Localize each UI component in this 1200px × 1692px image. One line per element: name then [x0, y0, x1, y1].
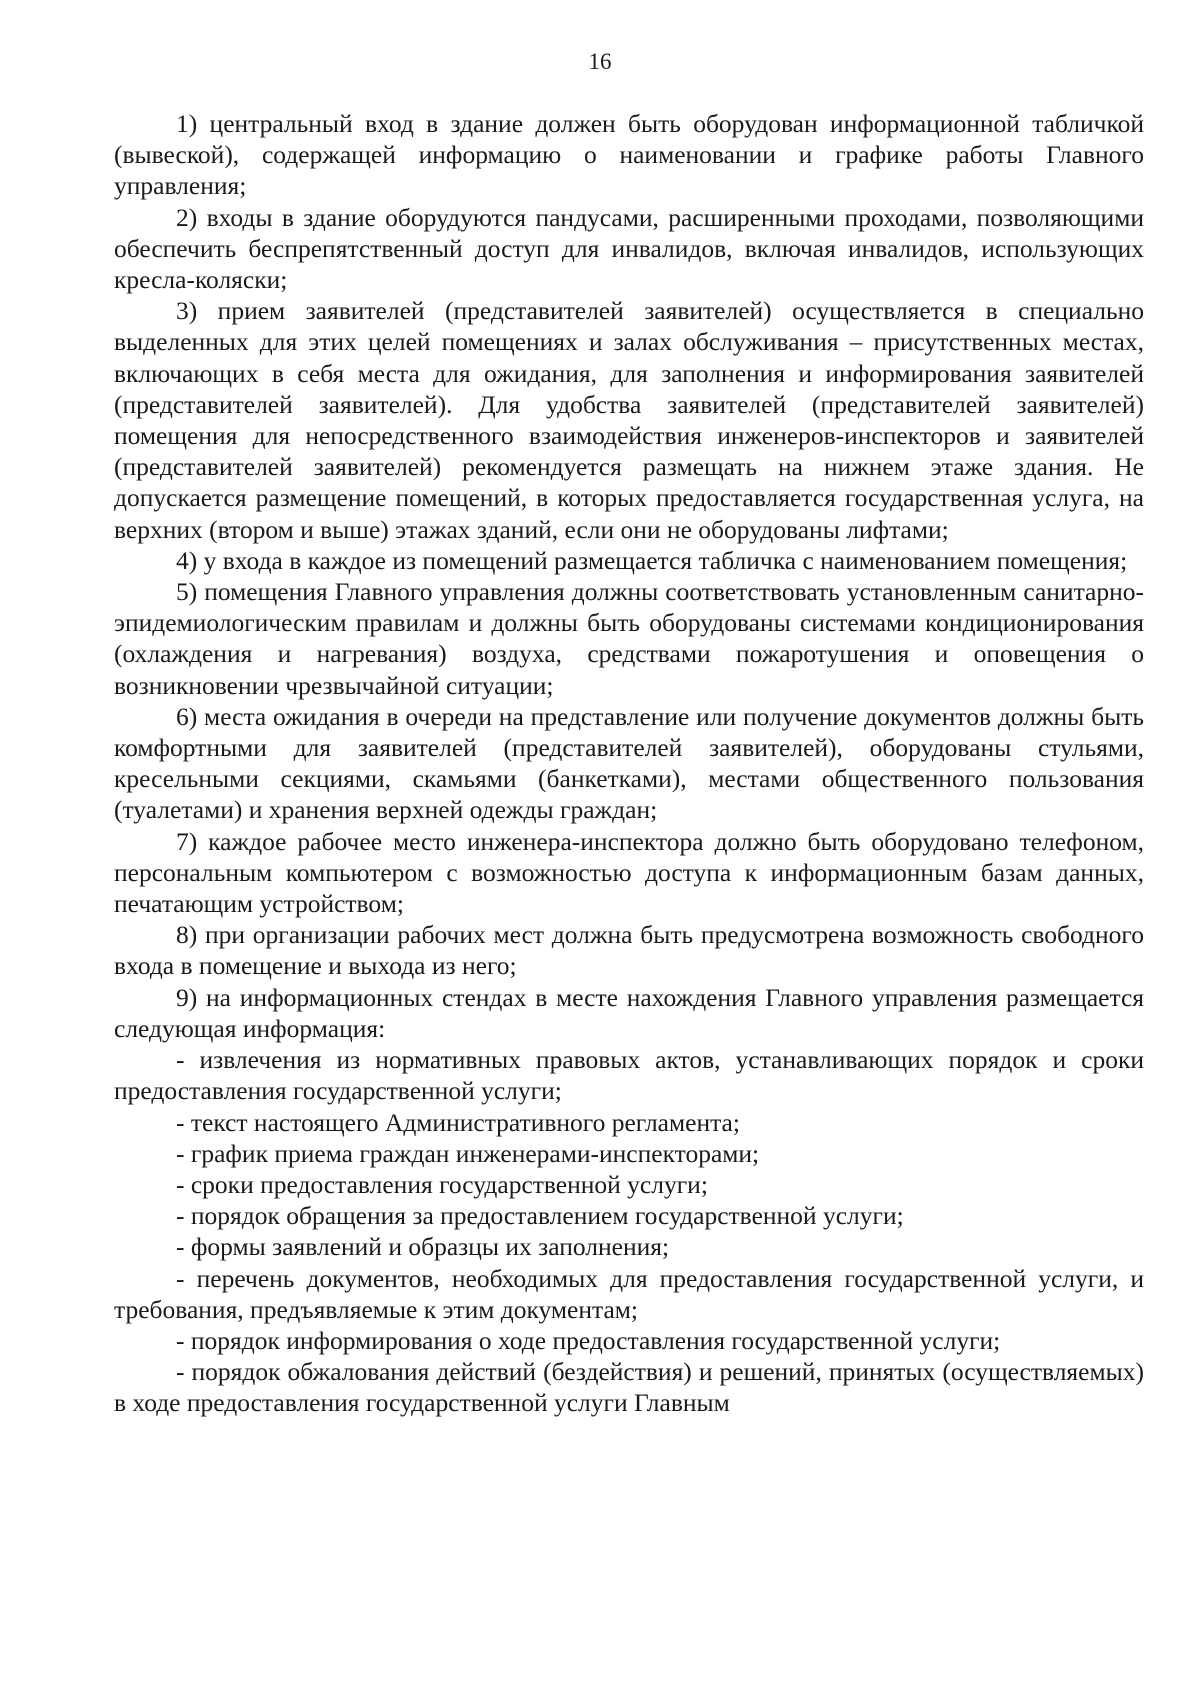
document-body: [114, 108, 1144, 1419]
stand-info-item: - порядок информирования о ходе предоставления государственной услуги;: [176, 1325, 1001, 1355]
stand-info-item: - перечень документов, необходимых для предоставления государственной услуги, и требования, предъявляемые к этим документам;: [114, 1263, 1144, 1324]
paragraph-item-8: 8) при организации рабочих мест должна быть предусмотрена возможность свободного входа в помещение и выхода из него;: [114, 920, 1144, 981]
stand-info-item: - извлечения из нормативных правовых актов, устанавливающих порядок и сроки предоставления государственной услуги;: [114, 1045, 1144, 1106]
paragraph-item-3: 3) прием заявителей (представителей заявителей) осуществляется в специально выделенных для этих целей помещениях и залах обслуживания – присутственных местах, включающих в себя места для ожидания, для заполнения и информирования заявителей (представителей заявителей). Для удобства заявителей (представителей заявителей) помещения для непосредственного взаимодействия инженеров-инспекторов и заявителей (представителей заявителей) рекомендуется размещать на нижнем этаже здания. Не допускается размещение помещений, в которых предоставляется государственная услуга, на верхних (втором и выше) этажах зданий, если они не оборудованы лифтами;: [114, 296, 1144, 544]
stand-info-item: - сроки предоставления государственной услуги;: [176, 1169, 708, 1199]
stand-info-item: - порядок обжалования действий (бездействия) и решений, принятых (осуществляемых) в ходе предоставления государственной услуги Главным: [114, 1357, 1144, 1418]
stand-info-item: - график приема граждан инженерами-инспекторами;: [176, 1138, 760, 1168]
paragraph-item-9: 9) на информационных стендах в месте нахождения Главного управления размещается следующая информация:: [114, 982, 1144, 1043]
paragraph-item-7: 7) каждое рабочее место инженера-инспектора должно быть оборудовано телефоном, персональным компьютером с возможностью доступа к информационным базам данных, печатающим устройством;: [114, 826, 1144, 919]
paragraph-item-1: 1) центральный вход в здание должен быть оборудован информационной табличкой (вывеской), содержащей информацию о наименовании и графике работы Главного управления;: [114, 109, 1144, 201]
paragraph-item-2: 2) входы в здание оборудуются пандусами, расширенными проходами, позволяющими обеспечить беспрепятственный доступ для инвалидов, включая инвалидов, использующих кресла-коляски;: [114, 202, 1144, 295]
page-number: 16: [588, 49, 612, 74]
paragraph-item-5: 5) помещения Главного управления должны соответствовать установленным санитарно-эпидемиологическим правилам и должны быть оборудованы системами кондиционирования (охлаждения и нагревания) воздуха, средствами пожаротушения и оповещения о возникновении чрезвычайной ситуации;: [114, 577, 1144, 700]
stand-info-item: - порядок обращения за предоставлением государственной услуги;: [176, 1201, 904, 1231]
stand-info-item: - текст настоящего Административного регламента;: [176, 1107, 740, 1137]
paragraph-item-4: 4) у входа в каждое из помещений размещается табличка с наименованием помещения;: [176, 545, 1128, 575]
stand-info-item: - формы заявлений и образцы их заполнения;: [176, 1232, 670, 1262]
paragraph-item-6: 6) места ожидания в очереди на представление или получение документов должны быть комфортными для заявителей (представителей заявителей), оборудованы стульями, кресельными секциями, скамьями (банкетками), местами общественного пользования (туалетами) и хранения верхней одежды граждан;: [114, 701, 1144, 825]
